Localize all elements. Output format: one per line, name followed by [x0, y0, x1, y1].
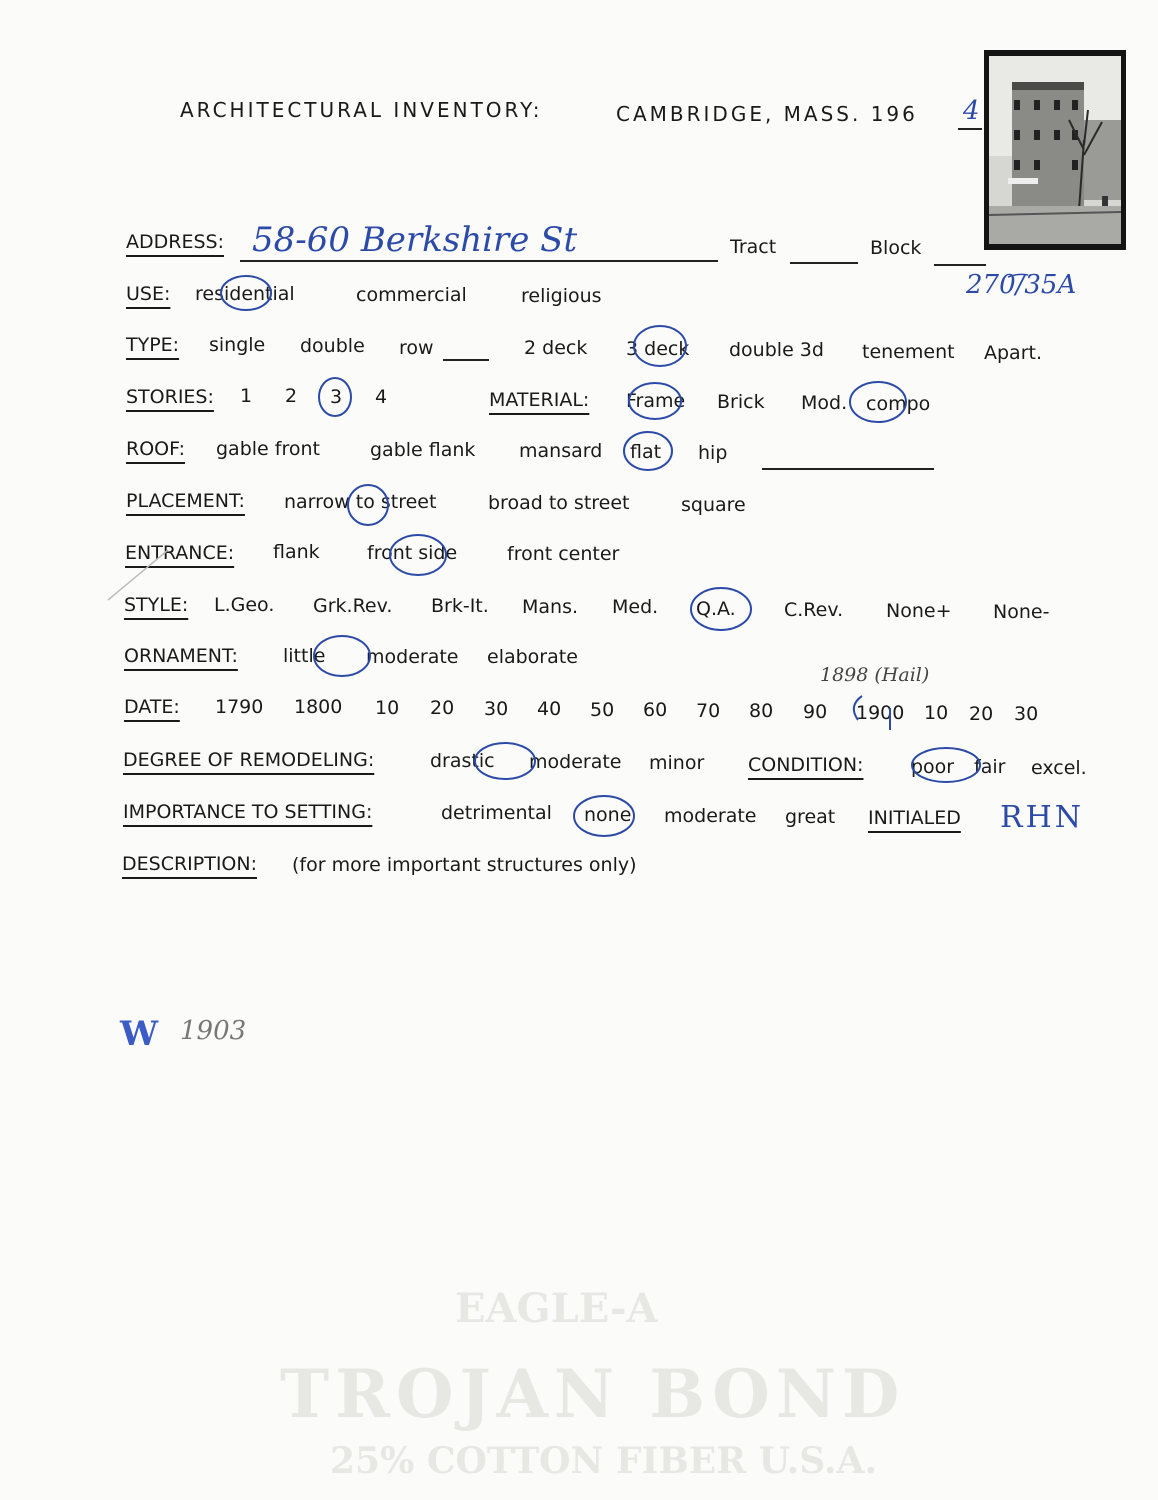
remodeling-minor: minor	[649, 752, 705, 774]
style-label: STYLE:	[124, 594, 189, 616]
date-40: 40	[537, 698, 562, 720]
roof-flat: flat	[630, 441, 662, 463]
use-residential: residential	[195, 283, 295, 305]
stories-2: 2	[285, 385, 298, 407]
condition-excel: excel.	[1031, 757, 1087, 779]
date-1900: 1900	[856, 702, 905, 724]
use-commercial: commercial	[356, 284, 467, 306]
importance-none: none	[584, 804, 632, 826]
style-mans: Mans.	[522, 596, 579, 618]
entrance-label: ENTRANCE:	[125, 542, 235, 564]
watermark-line1: EAGLE-A	[455, 1285, 658, 1332]
note-year: 1903	[180, 1016, 247, 1046]
date-label: DATE:	[124, 696, 180, 718]
condition-fair: fair	[974, 756, 1006, 778]
entrance-front-side: front side	[367, 542, 458, 564]
style-grkrev: Grk.Rev.	[313, 595, 393, 617]
stories-3: 3	[330, 386, 343, 408]
date-1790: 1790	[215, 696, 264, 718]
material-frame: Frame	[626, 390, 686, 412]
stories-1: 1	[240, 385, 253, 407]
style-none-plus: None+	[886, 600, 952, 622]
entrance-front-center: front center	[507, 543, 620, 565]
material-compo: compo	[866, 393, 931, 415]
date-1930: 30	[1014, 703, 1039, 725]
form-title: ARCHITECTURAL INVENTORY:	[180, 98, 543, 122]
placement-broad: broad to street	[488, 492, 630, 514]
date-70: 70	[696, 700, 721, 722]
date-30: 30	[484, 698, 509, 720]
entrance-flank: flank	[273, 541, 320, 563]
placement-narrow: narrow to street	[284, 491, 437, 513]
initialed-value: RHN	[1000, 800, 1084, 835]
material-brick: Brick	[717, 391, 765, 413]
ornament-label: ORNAMENT:	[124, 645, 238, 667]
tract-label: Tract	[730, 236, 777, 258]
importance-great: great	[785, 806, 836, 828]
use-religious: religious	[521, 285, 602, 307]
date-90: 90	[803, 701, 828, 723]
type-double-3d: double 3d	[729, 339, 824, 361]
date-note: 1898 (Hail)	[820, 664, 930, 686]
date-1920: 20	[969, 703, 994, 725]
use-label: USE:	[126, 283, 171, 305]
condition-poor: poor	[911, 756, 955, 778]
placement-label: PLACEMENT:	[126, 490, 245, 512]
remodeling-drastic: drastic	[430, 750, 495, 772]
year-digit: 4	[963, 96, 980, 126]
style-none-minus: None-	[993, 601, 1050, 623]
parcel-number: 270/35A	[966, 270, 1077, 300]
description-label: DESCRIPTION:	[122, 853, 258, 875]
ornament-little: little	[283, 645, 326, 667]
initialed-label: INITIALED	[868, 807, 961, 829]
type-2-deck: 2 deck	[524, 337, 588, 359]
roof-hip: hip	[698, 442, 728, 464]
style-med: Med.	[612, 596, 659, 618]
date-10: 10	[375, 697, 400, 719]
roof-gable-flank: gable flank	[370, 439, 476, 461]
type-apart: Apart.	[984, 342, 1043, 364]
date-60: 60	[643, 699, 668, 721]
date-1910: 10	[924, 702, 949, 724]
address-label: ADDRESS:	[126, 231, 224, 253]
date-20: 20	[430, 697, 455, 719]
type-3-deck: 3 deck	[626, 338, 690, 360]
roof-mansard: mansard	[519, 440, 603, 462]
roof-gable-front: gable front	[216, 438, 320, 460]
ornament-elaborate: elaborate	[487, 646, 578, 668]
ornament-moderate: moderate	[366, 646, 459, 668]
stories-label: STORIES:	[126, 386, 214, 408]
importance-label: IMPORTANCE TO SETTING:	[123, 801, 373, 823]
watermark-line3: 25% COTTON FIBER U.S.A.	[330, 1440, 877, 1482]
type-row: row	[399, 337, 434, 359]
type-single: single	[209, 334, 266, 356]
type-label: TYPE:	[126, 334, 180, 356]
description-note: (for more important structures only)	[292, 854, 637, 876]
style-lgeo: L.Geo.	[214, 594, 275, 616]
style-qa: Q.A.	[696, 598, 736, 620]
block-label: Block	[870, 237, 922, 259]
type-double: double	[300, 335, 365, 357]
importance-moderate: moderate	[664, 805, 757, 827]
form-place: CAMBRIDGE, MASS. 196	[616, 102, 918, 126]
condition-label: CONDITION:	[748, 754, 864, 776]
watermark-line2: TROJAN BOND	[280, 1355, 906, 1433]
stories-4: 4	[375, 386, 388, 408]
placement-square: square	[681, 494, 746, 516]
type-tenement: tenement	[862, 341, 955, 363]
style-brkit: Brk-It.	[431, 595, 489, 617]
date-50: 50	[590, 699, 615, 721]
material-label: MATERIAL:	[489, 389, 590, 411]
style-crev: C.Rev.	[784, 599, 844, 621]
date-80: 80	[749, 700, 774, 722]
importance-detrimental: detrimental	[441, 802, 552, 824]
roof-label: ROOF:	[126, 438, 185, 460]
address-value: 58-60 Berkshire St	[252, 220, 578, 260]
building-photo	[984, 50, 1126, 250]
blue-mark: W	[120, 1014, 159, 1054]
material-mod: Mod.	[801, 392, 848, 414]
date-1800: 1800	[294, 696, 343, 718]
remodeling-label: DEGREE OF REMODELING:	[123, 749, 375, 771]
remodeling-moderate: moderate	[529, 751, 622, 773]
